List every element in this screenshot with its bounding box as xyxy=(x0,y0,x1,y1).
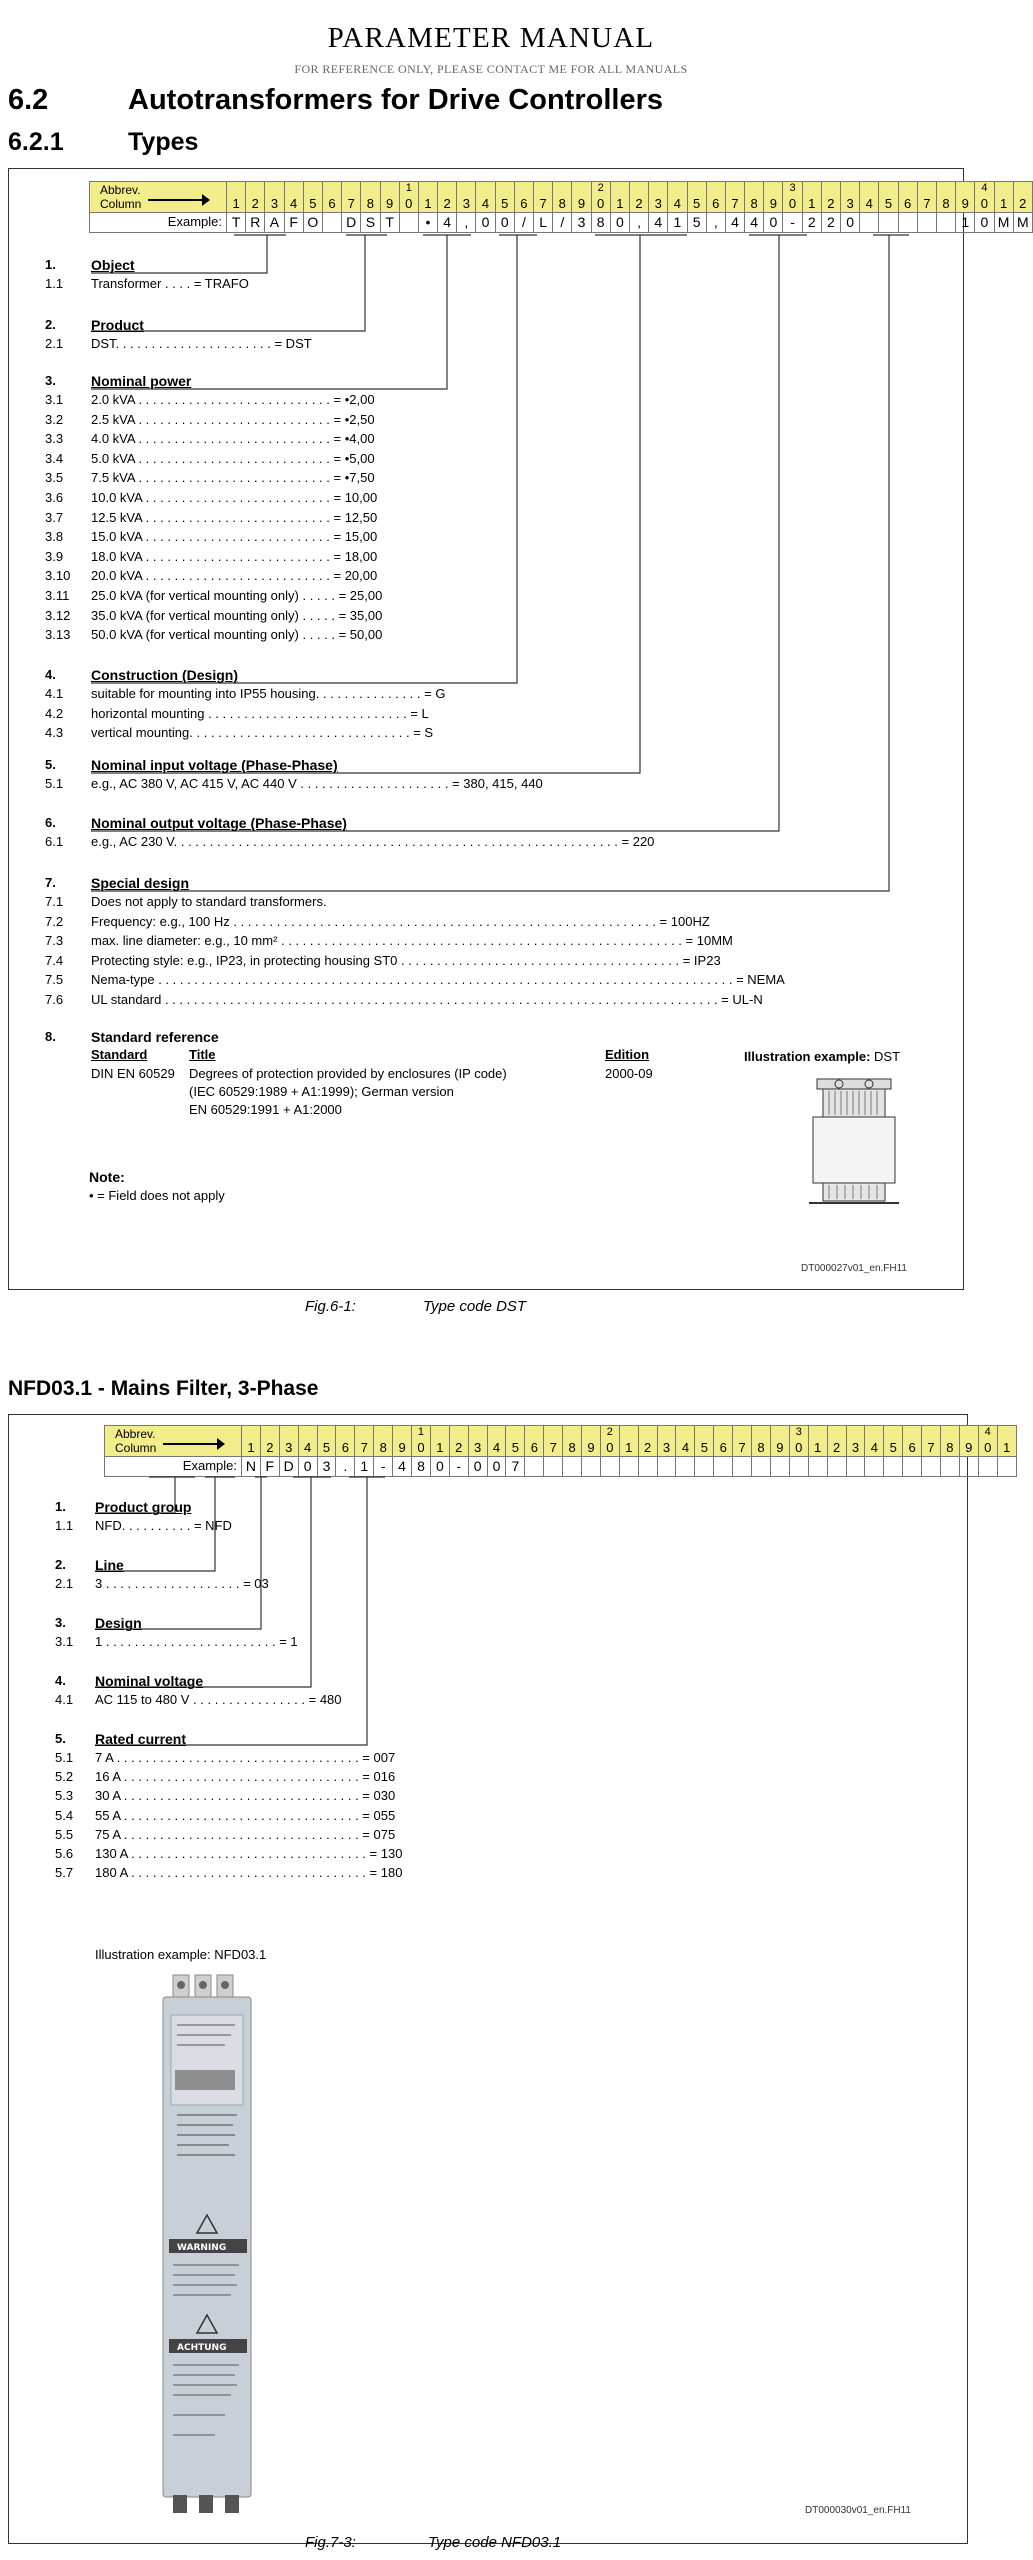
example-char-cell: 2 xyxy=(803,213,822,233)
column-number: 1 xyxy=(247,1440,255,1455)
row-number: 5.3 xyxy=(55,1788,74,1804)
group-title: Object xyxy=(91,257,135,273)
column-number: 4 xyxy=(870,1440,878,1455)
example-char-cell: R xyxy=(246,213,265,233)
example-char-cell: 0 xyxy=(975,213,994,233)
fig-title: Type code DST xyxy=(423,1298,527,1315)
example-char-cell: 1 xyxy=(355,1457,374,1477)
example-char-cell: 7 xyxy=(506,1457,525,1477)
row-number: 7.6 xyxy=(45,992,64,1007)
column-number: 2 xyxy=(644,1440,652,1455)
column-number: 1 xyxy=(424,196,432,211)
row-description: 75 A . . . . . . . . . . . . . . . . . . . . . . . . . . . . . . . . . = 075 xyxy=(95,1826,396,1842)
row-number: 3.10 xyxy=(45,568,71,584)
row-description: 2.5 kVA . . . . . . . . . . . . . . . . . . . . . . . . . . . = •2,50 xyxy=(91,411,375,427)
section-title: Autotransformers for Drive Controllers xyxy=(128,84,663,116)
row-number: 6.1 xyxy=(45,834,64,849)
column-number: 6 xyxy=(328,196,336,211)
row-description: 7.5 kVA . . . . . . . . . . . . . . . . . . . . . . . . . . . = •7,50 xyxy=(91,470,375,486)
row-number: 5.7 xyxy=(55,1865,74,1881)
col-standard: Standard xyxy=(91,1047,148,1062)
row-number: 3.11 xyxy=(45,588,70,603)
column-number: 6 xyxy=(530,1440,538,1455)
group-title: Nominal voltage xyxy=(95,1673,204,1689)
row-number: 3.13 xyxy=(45,627,71,643)
column-tens: 4 xyxy=(981,182,988,194)
column-number: 4 xyxy=(481,196,490,211)
example-char-cell: 3 xyxy=(572,213,591,233)
column-tens: 1 xyxy=(405,182,412,194)
row-number: 3.4 xyxy=(45,450,64,466)
column-number: 6 xyxy=(712,196,720,211)
group-number: 4. xyxy=(45,667,56,682)
row-number: 7.1 xyxy=(45,894,64,909)
row-number: 1.1 xyxy=(55,1518,74,1533)
column-number: 1 xyxy=(1002,1440,1011,1455)
column-number: 4 xyxy=(681,1440,690,1455)
row-description: Nema-type . . . . . . . . . . . . . . . . . . . . . . . . . . . . . . . . . . . . . . . . . . . . . . . . . . . . . . . . . . . . . . . . . . . . . . . . . . . . . . . . = NEMA xyxy=(91,972,785,988)
column-number: 8 xyxy=(379,1440,387,1455)
column-number: 6 xyxy=(520,196,528,211)
example-char-cell: 0 xyxy=(431,1457,450,1477)
row-description: Does not apply to standard transformers. xyxy=(91,894,327,909)
row-description: 2.0 kVA . . . . . . . . . . . . . . . . . . . . . . . . . . . = •2,00 xyxy=(91,392,375,407)
row-description: 5.0 kVA . . . . . . . . . . . . . . . . . . . . . . . . . . . = •5,00 xyxy=(91,450,375,466)
column-number: 6 xyxy=(341,1440,350,1455)
example-char-cell: 4 xyxy=(649,213,668,233)
column-number: 2 xyxy=(266,1440,274,1455)
column-number: 3 xyxy=(285,1440,293,1455)
column-number: 9 xyxy=(965,1440,973,1455)
column-number: 9 xyxy=(776,1440,784,1455)
fig-title: Type code NFD03.1 xyxy=(428,2534,562,2551)
column-number: 7 xyxy=(923,196,931,211)
column-number: 2 xyxy=(251,196,259,211)
subsection-title: Types xyxy=(128,128,199,156)
group-number: 2. xyxy=(55,1557,66,1572)
row-description: 16 A . . . . . . . . . . . . . . . . . . . . . . . . . . . . . . . . . = 016 xyxy=(95,1769,396,1785)
row-description: 10.0 kVA . . . . . . . . . . . . . . . . . . . . . . . . . . = 10,00 xyxy=(91,490,378,505)
example-char-cell: 0 xyxy=(611,213,630,233)
column-number: 8 xyxy=(942,196,950,211)
example-char-cell: , xyxy=(457,213,476,233)
example-char-cell: 4 xyxy=(393,1457,412,1477)
row-description: 12.5 kVA . . . . . . . . . . . . . . . . . . . . . . . . . . = 12,50 xyxy=(91,509,378,525)
column-number: 3 xyxy=(462,196,470,211)
dst-type-code-figure xyxy=(8,168,1029,1290)
example-char-cell: 1 xyxy=(668,213,687,233)
row-description: 15.0 kVA . . . . . . . . . . . . . . . . . . . . . . . . . . = 15,00 xyxy=(91,529,378,545)
example-char-cell: M xyxy=(1014,213,1033,233)
column-number-cell xyxy=(979,1425,998,1457)
group-title: Design xyxy=(95,1615,142,1631)
example-char-cell: D xyxy=(280,1457,299,1477)
standard-ref-num: 8. xyxy=(45,1029,56,1044)
example-char-cell: 2 xyxy=(822,213,841,233)
row-description: suitable for mounting into IP55 housing. . . . . . . . . . . . . . . = G xyxy=(91,686,446,701)
row-number: 5.2 xyxy=(55,1769,74,1785)
column-number: 1 xyxy=(436,1440,444,1455)
group-title: Nominal output voltage (Phase-Phase) xyxy=(91,815,347,831)
group-number: 4. xyxy=(55,1673,66,1688)
row-number: 4.2 xyxy=(45,705,64,721)
row-number: 3.1 xyxy=(55,1634,74,1649)
column-number: 9 xyxy=(587,1440,595,1455)
example-char-cell: / xyxy=(553,213,572,233)
column-number: 8 xyxy=(946,1440,954,1455)
example-char-cell: 0 xyxy=(764,213,783,233)
row-description: max. line diameter: e.g., 10 mm² . . . . . . . . . . . . . . . . . . . . . . . . . . . . . . . . . . . . . . . . . . . . . . . . . . . . . . . . = 10MM xyxy=(91,933,733,949)
group-number: 5. xyxy=(45,757,56,772)
note-text: • = Field does not apply xyxy=(89,1188,225,1203)
example-char-cell: A xyxy=(265,213,284,233)
column-number: 1 xyxy=(625,1440,633,1455)
standard-edition: 2000-09 xyxy=(605,1066,653,1081)
example-char-cell: 3 xyxy=(318,1457,337,1477)
example-char-cell: 8 xyxy=(592,213,611,233)
column-number: 4 xyxy=(492,1440,501,1455)
row-description: e.g., AC 230 V. . . . . . . . . . . . . . . . . . . . . . . . . . . . . . . . . . . . . . . . . . . . . . . . . . . . . . . . . . . . . . = 220 xyxy=(91,834,655,849)
column-number: 9 xyxy=(398,1440,406,1455)
row-description: DST. . . . . . . . . . . . . . . . . . . . . . = DST xyxy=(91,336,312,351)
example-char-cell: / xyxy=(515,213,534,233)
column-number: 3 xyxy=(662,1440,671,1455)
column-number: 0 xyxy=(980,196,989,211)
row-number: 5.5 xyxy=(55,1826,74,1842)
column-number: 7 xyxy=(539,196,547,211)
row-description: e.g., AC 380 V, AC 415 V, AC 440 V . . . . . . . . . . . . . . . . . . . . . = 380, 415, 440 xyxy=(91,776,543,791)
row-description: 130 A . . . . . . . . . . . . . . . . . . . . . . . . . . . . . . . . . = 130 xyxy=(95,1846,403,1861)
column-number-cell xyxy=(1014,181,1033,213)
col-title: Title xyxy=(189,1047,216,1062)
column-number: 5 xyxy=(511,1440,520,1455)
example-char-cell: 0 xyxy=(469,1457,488,1477)
example-char-cell: D xyxy=(342,213,361,233)
group-title: Special design xyxy=(91,875,190,891)
row-description: 180 A . . . . . . . . . . . . . . . . . . . . . . . . . . . . . . . . . = 180 xyxy=(95,1865,403,1881)
mains-filter-illustration xyxy=(155,1975,275,2515)
row-number: 7.3 xyxy=(45,933,64,949)
group-number: 2. xyxy=(45,317,56,332)
example-char-cell: T xyxy=(227,213,246,233)
row-number: 5.1 xyxy=(45,776,64,791)
fig-label: Fig.6-1: xyxy=(305,1298,356,1315)
column-number-cell xyxy=(995,181,1014,213)
example-char-cell: • xyxy=(419,213,438,233)
column-number: 4 xyxy=(304,1440,312,1455)
row-number: 3.9 xyxy=(45,548,64,564)
nfd-doc-code: DT000030v01_en.FH11 xyxy=(805,2505,911,2516)
column-number: 0 xyxy=(795,1440,803,1455)
example-char-cell: 0 xyxy=(299,1457,318,1477)
column-number: 3 xyxy=(846,196,854,211)
column-text: Column xyxy=(115,1441,157,1455)
column-tens: 1 xyxy=(417,1426,425,1438)
row-description: horizontal mounting . . . . . . . . . . . . . . . . . . . . . . . . . . . . = L xyxy=(91,705,429,721)
column-number: 5 xyxy=(884,196,893,211)
example-char-cell: F xyxy=(285,213,304,233)
group-title: Line xyxy=(95,1557,124,1573)
row-number: 5.6 xyxy=(55,1846,74,1861)
column-number: 9 xyxy=(769,196,777,211)
fig-label: Fig.7-3: xyxy=(305,2534,356,2551)
column-number: 8 xyxy=(558,196,566,211)
connector-line xyxy=(91,235,447,389)
example-char-cell: 1 xyxy=(956,213,975,233)
column-tens: 3 xyxy=(795,1426,802,1438)
column-number: 5 xyxy=(309,196,317,211)
group-number: 7. xyxy=(45,875,56,890)
row-description: 25.0 kVA (for vertical mounting only) . . . . . = 25,00 xyxy=(91,588,383,603)
row-number: 7.4 xyxy=(45,952,64,968)
column-number: 3 xyxy=(654,196,662,211)
row-description: 18.0 kVA . . . . . . . . . . . . . . . . . . . . . . . . . . = 18,00 xyxy=(91,548,378,564)
row-number: 7.2 xyxy=(45,913,64,929)
standard-ref-title: Standard reference xyxy=(91,1029,219,1045)
row-description: Frequency: e.g., 100 Hz . . . . . . . . . . . . . . . . . . . . . . . . . . . . . . . . . . . . . . . . . . . . . . . . . . . . . . . . . . . = 100HZ xyxy=(91,913,710,929)
column-number: 0 xyxy=(405,196,413,211)
group-number: 5. xyxy=(55,1731,66,1746)
group-title: Nominal power xyxy=(91,373,192,389)
column-number: 6 xyxy=(908,1440,916,1455)
group-title: Product xyxy=(91,317,144,333)
column-number: 3 xyxy=(270,196,279,211)
row-number: 3.2 xyxy=(45,411,64,427)
column-tens: 3 xyxy=(789,182,796,194)
example-char-cell: O xyxy=(304,213,323,233)
dst-doc-code: DT000027v01_en.FH11 xyxy=(801,1263,907,1274)
example-char-cell: - xyxy=(783,213,802,233)
row-number: 3.3 xyxy=(45,431,64,447)
example-char-cell: , xyxy=(630,213,649,233)
standard-name: DIN EN 60529 xyxy=(91,1066,175,1081)
example-char-cell: L xyxy=(534,213,553,233)
nfd-heading: NFD03.1 - Mains Filter, 3-Phase xyxy=(8,1377,319,1400)
group-title: Construction (Design) xyxy=(91,667,238,683)
row-number: 4.1 xyxy=(55,1692,74,1707)
column-number: 2 xyxy=(1019,196,1027,211)
column-number: 2 xyxy=(832,1440,841,1455)
column-number: 1 xyxy=(616,196,624,211)
row-description: 30 A . . . . . . . . . . . . . . . . . . . . . . . . . . . . . . . . . = 030 xyxy=(95,1788,396,1804)
example-char-cell: S xyxy=(361,213,380,233)
transformer-illustration xyxy=(789,1073,919,1213)
column-number: 8 xyxy=(757,1440,765,1455)
example-char-cell: 5 xyxy=(688,213,707,233)
column-number: 7 xyxy=(738,1440,746,1455)
group-number: 3. xyxy=(55,1615,66,1630)
example-char-cell: - xyxy=(450,1457,469,1477)
row-description: UL standard . . . . . . . . . . . . . . . . . . . . . . . . . . . . . . . . . . . . . . . . . . . . . . . . . . . . . . . . . . . . . . . . . . . . . . . . . . . . . = UL-N xyxy=(91,992,763,1007)
column-number: 7 xyxy=(360,1440,368,1455)
achtung-text: ACHTUNG xyxy=(177,2343,227,2353)
column-tens: 4 xyxy=(984,1426,991,1438)
column-number: 1 xyxy=(232,196,240,211)
column-number: 5 xyxy=(501,196,509,211)
example-label: Example: xyxy=(89,213,227,233)
example-char-cell: 0 xyxy=(496,213,515,233)
column-number: 7 xyxy=(731,196,739,211)
group-number: 1. xyxy=(55,1499,66,1514)
row-number: 3.7 xyxy=(45,509,64,525)
nfd-illustration-label: Illustration example: NFD03.1 xyxy=(95,1947,267,1962)
row-number: 4.3 xyxy=(45,725,64,741)
row-number: 3.5 xyxy=(45,470,64,486)
example-char-cell: 0 xyxy=(476,213,495,233)
col-edition: Edition xyxy=(605,1047,650,1062)
group-title: Nominal input voltage (Phase-Phase) xyxy=(91,757,338,773)
row-description: Protecting style: e.g., IP23, in protecting housing ST0 . . . . . . . . . . . . . . . . . . . . . . . . . . . . . . . . . . . . . . . = IP23 xyxy=(91,952,721,968)
column-number: 6 xyxy=(904,196,912,211)
manual-title: PARAMETER MANUAL xyxy=(327,22,655,54)
column-number: 0 xyxy=(417,1440,425,1455)
row-description: 55 A . . . . . . . . . . . . . . . . . . . . . . . . . . . . . . . . . = 055 xyxy=(95,1807,396,1823)
standard-title-line: EN 60529:1991 + A1:2000 xyxy=(189,1102,342,1117)
column-number: 5 xyxy=(322,1440,331,1455)
column-number: 4 xyxy=(865,196,873,211)
column-number: 7 xyxy=(549,1440,557,1455)
abbrev-text: Abbrev. xyxy=(115,1427,156,1441)
row-description: AC 115 to 480 V . . . . . . . . . . . . . . . . = 480 xyxy=(95,1692,342,1707)
column-number: 2 xyxy=(443,196,451,211)
example-char-cell: 0 xyxy=(488,1457,507,1477)
column-number: 9 xyxy=(961,196,969,211)
column-number: 5 xyxy=(692,196,701,211)
manual-subtitle: FOR REFERENCE ONLY, PLEASE CONTACT ME FOR ALL MANUALS xyxy=(294,62,688,76)
row-description: Transformer . . . . = TRAFO xyxy=(91,276,249,291)
column-number: 9 xyxy=(385,196,394,211)
standard-title-line: (IEC 60529:1989 + A1:1999); German version xyxy=(189,1084,454,1099)
example-char-cell: . xyxy=(336,1457,355,1477)
column-number: 2 xyxy=(455,1440,463,1455)
column-number: 8 xyxy=(568,1440,576,1455)
column-number: 3 xyxy=(474,1440,482,1455)
column-text: Column xyxy=(100,197,142,211)
row-description: NFD. . . . . . . . . . = NFD xyxy=(95,1518,232,1533)
nfd-type-code-figure xyxy=(8,1414,1011,2544)
group-title: Product group xyxy=(95,1499,192,1515)
row-description: 1 . . . . . . . . . . . . . . . . . . . . . . . . = 1 xyxy=(95,1634,298,1649)
row-description: vertical mounting. . . . . . . . . . . . . . . . . . . . . . . . . . . . . . . = S xyxy=(91,725,434,741)
example-char-cell: 8 xyxy=(412,1457,431,1477)
row-number: 3.6 xyxy=(45,490,64,505)
column-number: 7 xyxy=(347,196,355,211)
row-number: 5.4 xyxy=(55,1807,74,1823)
subsection-number: 6.2.1 xyxy=(8,128,64,156)
group-number: 1. xyxy=(45,257,56,272)
example-char-cell: 4 xyxy=(438,213,457,233)
example-char-cell xyxy=(979,1457,998,1477)
row-number: 4.1 xyxy=(45,686,64,701)
column-number: 8 xyxy=(366,196,375,211)
group-number: 3. xyxy=(45,373,56,388)
column-number: 0 xyxy=(984,1440,992,1455)
group-title: Rated current xyxy=(95,1731,187,1747)
column-number-cell xyxy=(998,1425,1017,1457)
example-char-cell: N xyxy=(242,1457,261,1477)
column-number-cell xyxy=(975,181,994,213)
example-label: Example: xyxy=(104,1457,242,1477)
column-number: 4 xyxy=(290,196,298,211)
row-number: 3.12 xyxy=(45,607,71,623)
row-description: 7 A . . . . . . . . . . . . . . . . . . . . . . . . . . . . . . . . . . = 007 xyxy=(95,1750,396,1765)
example-char-cell: , xyxy=(707,213,726,233)
column-number: 1 xyxy=(808,196,816,211)
column-number: 7 xyxy=(927,1440,935,1455)
row-description: 4.0 kVA . . . . . . . . . . . . . . . . . . . . . . . . . . . = •4,00 xyxy=(91,431,375,447)
column-number: 2 xyxy=(635,196,643,211)
row-number: 3.1 xyxy=(45,392,64,407)
illustration-value: DST xyxy=(874,1049,901,1064)
column-number: 1 xyxy=(999,196,1008,211)
column-number: 5 xyxy=(889,1440,897,1455)
column-tens: 2 xyxy=(606,1426,613,1438)
row-number: 7.5 xyxy=(45,972,64,988)
group-number: 6. xyxy=(45,815,56,830)
column-number: 5 xyxy=(700,1440,708,1455)
example-char-cell: M xyxy=(995,213,1014,233)
column-number: 6 xyxy=(719,1440,727,1455)
example-char-cell: F xyxy=(261,1457,280,1477)
row-description: 35.0 kVA (for vertical mounting only) . . . . . = 35,00 xyxy=(91,607,383,623)
example-char-cell: T xyxy=(381,213,400,233)
example-char-cell: 4 xyxy=(745,213,764,233)
row-description: 20.0 kVA . . . . . . . . . . . . . . . . . . . . . . . . . . = 20,00 xyxy=(91,568,378,584)
row-number: 5.1 xyxy=(55,1750,74,1765)
column-number: 4 xyxy=(673,196,682,211)
example-char-cell: 4 xyxy=(726,213,745,233)
column-number: 0 xyxy=(788,196,797,211)
row-number: 2.1 xyxy=(45,336,64,351)
note-title: Note: xyxy=(89,1169,125,1185)
example-char-cell: - xyxy=(374,1457,393,1477)
illustration-label: Illustration example: xyxy=(744,1049,871,1064)
row-description: 50.0 kVA (for vertical mounting only) . . . . . = 50,00 xyxy=(91,627,383,643)
column-number: 8 xyxy=(750,196,758,211)
abbrev-text: Abbrev. xyxy=(100,183,141,197)
section-number: 6.2 xyxy=(8,84,49,116)
row-description: 3 . . . . . . . . . . . . . . . . . . . = 03 xyxy=(95,1576,269,1591)
column-number: 3 xyxy=(851,1440,860,1455)
example-char-cell: 0 xyxy=(841,213,860,233)
column-tens: 2 xyxy=(597,182,604,194)
column-number: 9 xyxy=(577,196,586,211)
row-number: 2.1 xyxy=(55,1576,74,1591)
column-number: 2 xyxy=(827,196,835,211)
standard-title-line: Degrees of protection provided by enclosures (IP code) xyxy=(189,1066,507,1081)
warning-text: WARNING xyxy=(177,2243,227,2253)
column-number: 0 xyxy=(606,1440,614,1455)
column-number: 1 xyxy=(814,1440,822,1455)
column-number: 0 xyxy=(597,196,605,211)
row-number: 3.8 xyxy=(45,529,64,545)
illustration-caption xyxy=(744,1049,900,1064)
example-char-cell xyxy=(998,1457,1017,1477)
row-number: 1.1 xyxy=(45,276,64,291)
